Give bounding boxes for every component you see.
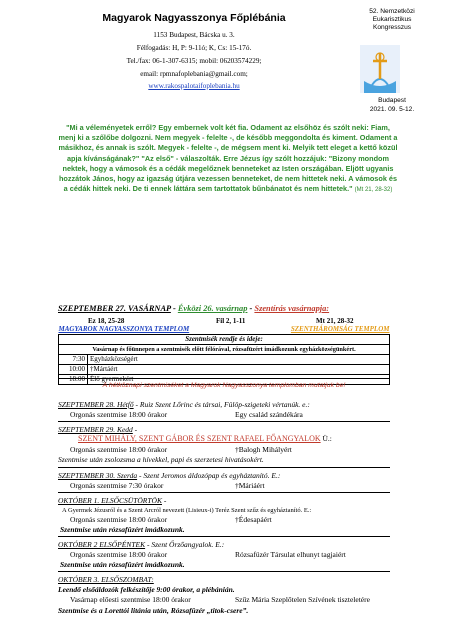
divider [58, 421, 390, 422]
day-saturday-intention: Szűz Mária Szeplőtelen Szívének tiszteletére [235, 595, 370, 604]
day-tuesday-mass: Orgonás szentmise 18:00 órakor [70, 445, 168, 454]
sunday-heading: SZEPTEMBER 27. VASÁRNAP - Évközi 26. vasárnap - Szentírás vasárnapja: [58, 304, 330, 313]
day-head: OKTÓBER 1. ELSŐCSÜTÖRTÖK [58, 496, 162, 505]
day-tuesday-intention: †Balogh Mihályért [235, 445, 292, 454]
mass-intention: †Mártáért [88, 365, 390, 375]
mass-time: 10:00 [59, 365, 88, 375]
day-wednesday-intention: †Máriáért [235, 481, 265, 490]
table-row [59, 355, 390, 365]
feast-name: SZENT MIHÁLY, SZENT GÁBOR ÉS SZENT RAFAEL FŐANGYALOK [78, 434, 321, 443]
day-friday-heading [58, 540, 224, 549]
email-line: email: rpmnafoplebania@gmail.com; [140, 70, 248, 78]
day-saint: - [161, 496, 167, 505]
office-hours: Félfogadás: H, P: 9-11ó; K, Cs: 15-17ó. [136, 44, 252, 52]
congress-line2: Eukarisztikus [372, 16, 412, 23]
day-monday-heading [58, 400, 310, 409]
divider [58, 571, 390, 572]
parish-title: Magyarok Nagyasszonya Főplébánia [102, 12, 286, 24]
congress-line3: Kongresszus [372, 24, 412, 31]
gospel-quote-text: "Mi a véleményetek erről? Egy embernek volt két fia. Odament az elsőhöz és szólt neki: Fiam, menj ki a szőlőbe dolgozni. Nem megyek - felelte -, de később meggondolta és kiment. Odament a másikhoz, és annak is szólt. Megyek - felelte -, de mégsem ment ki. Melyik tett eleget a kettő közül apja kívánságának?" "Az első" - válaszolták. Erre Jézus így szólt hozzájuk: "Bizony mondom nektek, hogy a vámosok és a cédák megelőznek benneteket az Isten országában. Eljött ugyanis hozzátok János, hogy az igazság útjára vezessen benneteket, de nem hittetek neki. A vámosok és a cédák hittek neki. De ti ennek láttára sem tartottatok bűnbánatot és nem hittetek." [58, 123, 398, 194]
day-saint: - Szent Jeromos áldozópap és egyháztanító. E.: [137, 471, 281, 480]
sunday-extra: Szentírás vasárnapja: [254, 304, 330, 313]
day-friday-extra: Szentmise után rózsafüzért imádkozunk. [60, 560, 185, 569]
day-monday-mass: Orgonás szentmise 18:00 órakor [70, 410, 168, 419]
day-thursday-extra: Szentmise után rózsafüzért imádkozunk. [60, 525, 185, 534]
table-row [59, 365, 390, 375]
website-link[interactable]: www.rakospalotaifoplebania.hu [148, 82, 240, 90]
day-thursday-mass: Orgonás szentmise 18:00 órakor [70, 515, 168, 524]
mass-table [58, 325, 390, 385]
divider [58, 467, 390, 468]
day-saint: - Szent Őrzőangyalok. E.: [145, 540, 225, 549]
mass-order-note: Vasárnap és főünnepen a szentmisék előtt félórával, rózsafüzért imádkozunk egyházközségünkért. [59, 345, 390, 355]
day-tuesday-feast [78, 434, 332, 443]
gospel-quote [58, 123, 398, 195]
mass-intention: Élő gyermekért [88, 375, 390, 385]
mass-table-header [59, 325, 390, 335]
day-head: OKTÓBER 3. ELSŐSZOMBAT: [58, 575, 154, 584]
day-head: SZEPTEMBER 28. Hétfő [58, 400, 134, 409]
mass-order-title: Szentmisék rendje és ideje: [59, 335, 390, 345]
day-tuesday-extra: Szentmise után zsolozsma a hívekkel, papi és szerzetesi hivatásokért. [58, 455, 264, 464]
congress-city: Budapest [378, 97, 406, 104]
day-tuesday-heading [58, 425, 137, 434]
congress-dates: 2021. 09. 5-12. [369, 106, 415, 113]
day-saint: - Ruiz Szent Lőrinc és társai, Fülöp-szigeteki vértanúk. e.: [133, 400, 310, 409]
mass-intention: Egyházközségért [88, 355, 390, 365]
day-thursday-intention: †Édesapáért [235, 515, 272, 524]
feast-suffix: Ü.: [320, 434, 332, 443]
day-saturday-extra1: Leendő elsőáldozók felkészítője 9:00 órakor, a plébánián. [58, 585, 235, 594]
gospel-reference: (Mt 21, 28-32) [354, 187, 393, 194]
day-saturday-heading [58, 575, 154, 584]
divider [58, 378, 390, 379]
church-right: SZENTHÁROMSÁG TEMPLOM [290, 325, 390, 333]
day-saint: - [132, 425, 138, 434]
day-monday-intention: Egy család szándékára [235, 410, 303, 419]
church-left: MAGYAROK NAGYASSZONYA TEMPLOM [58, 325, 190, 333]
day-wednesday-heading [58, 471, 280, 480]
day-head: SZEPTEMBER 29. Kedd [58, 425, 133, 434]
day-friday-mass: Orgonás szentmise 18:00 órakor [70, 550, 168, 559]
parish-address: 1153 Budapest, Bácska u. 3. [153, 31, 235, 39]
day-thursday-sub: A Gyermek Jézusról és a Szent Arcról nevezett (Lisieux-i) Teréz Szent szűz és egyháztanító. E.: [62, 507, 312, 514]
mass-time: 7:30 [59, 355, 88, 365]
divider [58, 536, 390, 537]
day-friday-intention: Rózsafüzér Társulat elhunyt tagjaiért [235, 550, 346, 559]
divider [58, 492, 390, 493]
day-saturday-extra2: Szentmise és a Lorettói litánia után, Rózsafüzér „titok-csere”. [58, 606, 249, 615]
day-thursday-heading [58, 496, 166, 505]
sunday-date: SZEPTEMBER 27. VASÁRNAP [58, 304, 171, 313]
weekday-note: A hétköznapi szentmiséket a Magyarok Nagyasszonya templomban mutatjuk be! [102, 382, 346, 389]
congress-line1: 52. Nemzetközi [369, 8, 415, 15]
phone-line: Tel./fax: 06-1-307-6315; mobil: 06203574229; [126, 57, 262, 65]
mass-time: 18:00 [59, 375, 88, 385]
reading-3: Mt 21, 28-32 [316, 317, 354, 325]
eucharistic-congress-logo [360, 45, 400, 93]
sunday-liturgical: Évközi 26. vasárnap [177, 304, 248, 313]
day-wednesday-mass: Orgonás szentmise 7:30 órakor [70, 481, 164, 490]
day-saturday-mass: Vasárnap előesti szentmise 18:00 órakor [70, 595, 191, 604]
reading-1: Ez 18, 25-28 [88, 317, 125, 325]
day-head: SZEPTEMBER 30. Szerda [58, 471, 138, 480]
reading-2: Fil 2, 1-11 [216, 317, 246, 325]
day-head: OKTÓBER 2 ELSŐPÉNTEK [58, 540, 146, 549]
